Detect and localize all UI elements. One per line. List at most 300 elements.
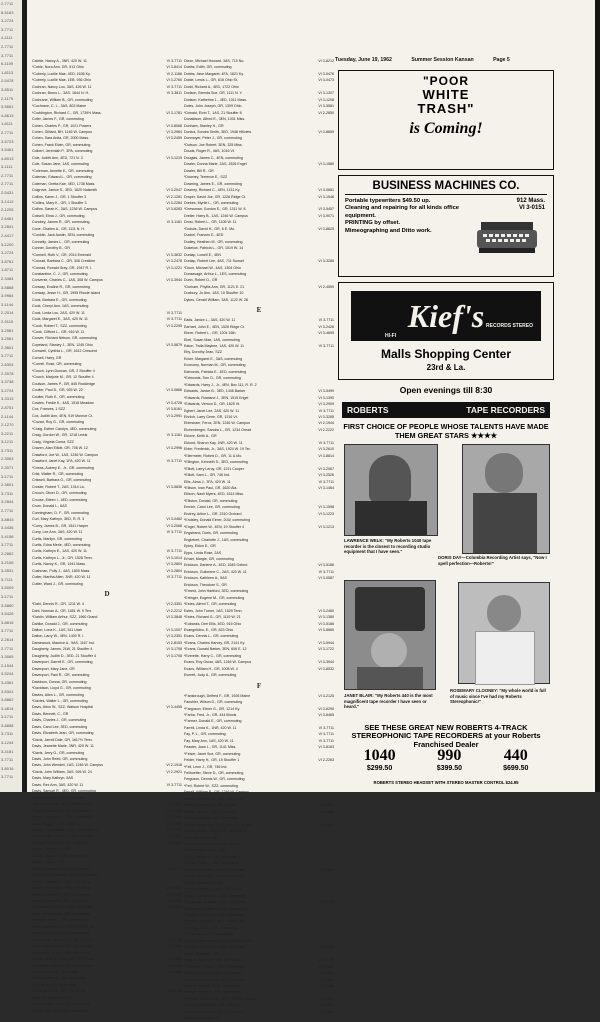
strip-phone-number: 3-2841: [1, 224, 14, 230]
entry-name: Duxbury, Jo Ann, 1AS, 10 Stouffer 10: [184, 291, 244, 296]
strip-phone-number: 3-5651: [1, 104, 14, 110]
entry-name: Craig, Virginia Coma, SZZ: [32, 439, 74, 444]
entry-phone: VI 3-4763: [166, 937, 182, 942]
entry-phone: VI 3-4726: [166, 401, 182, 406]
entry-name: Cook, Margaret E., 3AS, 420 W. 11: [32, 317, 88, 322]
entry-name: *Fleisher, Robert E., 4EN, commuting: [184, 913, 244, 917]
directory-entry: [32, 581, 182, 587]
roberts-brand: ROBERTS: [347, 405, 389, 415]
entry-name: *Durham, Phyllis Ann, GR, 1121 E. 21: [184, 284, 245, 289]
entry-name: Foster, Roxie May, GR: [184, 1016, 221, 1021]
entry-name: Englebert, Charlotte J., 1AS, commuting: [184, 537, 249, 542]
strip-phone-number: 2-7711: [1, 129, 14, 135]
entry-phone: VI 3-2351: [166, 634, 182, 639]
entry-name: Everett, Judy A., GR, commuting: [184, 673, 237, 678]
entry-name: Cunningham, D. F., GR, commuting: [32, 510, 89, 515]
entry-name: Davis, Rex Ann, 3AS, 420 W. 11: [32, 782, 84, 787]
strip-phone-number: 3-2724: [1, 387, 14, 393]
entry-phone: VI 3-7711: [318, 738, 334, 743]
entry-name: Crouch, Oliver D., GR, commuting: [32, 491, 87, 496]
directory-column-1: [32, 58, 182, 1013]
entry-name: *Cozad, Roy G., GR, commuting: [32, 420, 84, 425]
business-title: BUSINESS MACHINES CO.: [345, 180, 547, 195]
entry-name: *Deam, Douglas W., GR, 8 Stouffer 5: [32, 808, 92, 813]
entry-name: *Edmonds, Tom D., GR, commuting: [184, 376, 241, 381]
strip-phone-number: 3-5880: [1, 602, 14, 608]
entry-name: *Farha, Fred, Jr., GR, 444 Illinois: [184, 712, 237, 717]
entry-phone: VI 3-7711: [166, 549, 182, 554]
entry-name: Dunsavage, Arthur L., 1ES, commuting: [184, 271, 247, 276]
entry-name: Duckel, Frances E., 4ED: [184, 233, 224, 238]
entry-name: Davis, Jeanette Marie, 3NR, 420 W. 11: [32, 744, 94, 749]
entry-phone: VI 2-2216: [318, 900, 334, 905]
entry-name: Colgrove, Janice S., 3ED, 1820 Naismith: [32, 188, 98, 193]
entry-phone: VI 2-4860: [166, 957, 182, 962]
entry-name: Colwell, Elma J., GR, commuting: [32, 213, 85, 218]
strip-phone-number: 3-8511: [1, 86, 14, 92]
strip-phone-number: 2-6461: [1, 215, 14, 221]
entry-name: Fillmore, Richard, GR, commuting: [184, 816, 239, 821]
entry-name: Cushman, Polly J., 4AS, 1805 Mass.: [32, 568, 91, 573]
entry-name: Edwards, Janice B., 3ED, 1446 Barker: [184, 389, 246, 394]
strip-phone-number: 3-7711: [1, 26, 14, 32]
entry-phone: VI 3-2426: [318, 324, 334, 329]
entry-name: *Foster, Dennis Lee, GR, 19 Stouffer 2: [184, 1009, 246, 1014]
entry-name: Downing, James E., GR, commuting: [184, 181, 242, 186]
roberts-headline: FIRST CHOICE OF PEOPLE WHOSE TALENTS HAVE MADE THEM GREAT STARS ★★★★: [343, 422, 549, 440]
entry-phone: VI 3-2451: [166, 815, 182, 820]
entry-name: Eklove, Keith A., GR: [184, 434, 217, 439]
entry-phone: VI 3-2991: [166, 413, 182, 418]
entry-name: Cone, Charles A., GR, 1111 N. H.: [32, 226, 85, 231]
entry-phone: VI 3-4081: [166, 905, 182, 910]
entry-phone: VI 3-3811: [166, 91, 182, 96]
entry-name: *Ertinger, Eugene M., GR, commuting: [184, 595, 245, 600]
entry-name: Cox, Frances, 1 SZZ: [32, 407, 66, 412]
entry-name: *Elliott, Sam L., GR, 746 Ind.: [184, 473, 230, 478]
entry-name: Estes, John Turner, 1AS, 1529 Tenn.: [184, 608, 243, 613]
entry-name: *Conrad, Barbara C., GR, 306 Crestline: [32, 259, 96, 264]
entry-name: Dahlke, Donald J., GR, commuting: [32, 621, 88, 626]
entry-name: Erickson, Guilorene C., 2AS, 420 W. 11: [184, 569, 247, 574]
entry-name: *Edwards, Rowland J., 3EN, 1515 Engel: [184, 395, 249, 400]
entry-name: Cox, Judith Ann, 4EN, 919 Monroe Ct.: [32, 413, 93, 418]
entry-phone: VI 3-1708: [166, 647, 182, 652]
entry-name: Donham, Stanley H., GR: [184, 123, 224, 128]
entry-name: Dodd, Richard A., 4ED, 1722 Ohio: [184, 84, 239, 89]
strip-phone-number: 3-8843: [1, 516, 14, 522]
strip-phone-number: 3-7711: [1, 757, 14, 763]
caption-janet-blair: JANET BLAIR: "My Roberts 440 is the most magnificent tape recorder I have seen or heard.": [344, 693, 433, 709]
entry-phone: VI 3-7773: [166, 866, 182, 871]
entry-name: Dreiler, Harry B., 1AS, 1246 W. Campus: [184, 213, 248, 218]
entry-name: Coleman, Edward L., GR, commuting: [32, 175, 92, 180]
strip-phone-number: 2-8751: [1, 404, 14, 410]
entry-name: Davis, John Wendell, 1AS, 1246 W. Campus: [32, 763, 104, 768]
entry-phone: VI 3-1380: [318, 615, 334, 620]
strip-phone-number: 3-5341: [1, 688, 14, 694]
entry-name: Ehtesham, Feroz, 2EN, 1246 W. Campus: [184, 421, 250, 426]
entry-name: *Cochrane, C. L., 3AS, 803 Maine: [32, 104, 87, 109]
strip-phone-number: 2-1270: [1, 422, 14, 428]
entry-name: Ehrlich, Larry Gene, GR, 1216 Vt.: [184, 415, 238, 420]
roberts-headset-offer: ROBERTS STEREO HEADSET WITH STEREO MASTER CONTROL $24.95: [373, 780, 519, 785]
entry-phone: VI 2-2623: [166, 802, 182, 807]
entry-name: Dieter, Jerry, GR, 1140 Mass.: [32, 969, 79, 974]
entry-name: Fleming, Donald M., 4ED, commuting: [184, 919, 244, 924]
entry-name: Feaster, Joan L., GR, 1141 Miss.: [184, 745, 237, 750]
entry-name: Davis, Charles J., GR, commuting: [32, 718, 87, 723]
entry-phone: VI 3-5044: [318, 971, 334, 976]
entry-name: *Ellison, Ivan Paul, GR, 1620 Ala.: [184, 486, 238, 490]
strip-phone-number: 3-2981: [1, 327, 14, 333]
entry-phone: VI 3-3285: [318, 415, 334, 420]
strip-phone-number: 3-7711: [1, 628, 14, 634]
entry-phone: VI 3-7711: [166, 310, 182, 315]
entry-name: Curtis, Kathryn E., 1AS, 420 W. 11: [32, 549, 87, 554]
entry-name: *Connell, Ruth V., GR, 2014 Emerald: [32, 252, 91, 257]
entry-name: Douglas, James C., 4EN, commuting: [184, 155, 243, 160]
model-price: $299.50: [366, 765, 393, 772]
entry-name: *DeFoe, William C., 1AS, 1240 W. 11: [32, 879, 92, 884]
entry-phone: VI 3-8060: [166, 969, 182, 974]
entry-phone: VI 3-1464: [318, 486, 334, 490]
entry-phone: VI 3-8532: [318, 666, 334, 671]
entry-name: Cornwell, Cynthia L., GR, 1612 Crescent: [32, 349, 97, 354]
entry-phone: VI 3-0476: [318, 71, 334, 76]
entry-name: Ferguson, Dennis W., GR, commuting: [184, 777, 245, 782]
entry-name: Collins, Sarah K., 3AS, 1236 W. Campus: [32, 207, 98, 212]
entry-name: *Evans, Donald Barker, 3EN, 606 E. 12: [184, 647, 247, 652]
entry-name: Davis, John Reed, GR, commuting: [32, 757, 88, 762]
ad-poor-line3: TRASH": [417, 101, 475, 116]
entry-phone: VI 3-2526: [318, 473, 334, 478]
entry-name: Craven, Alan Elliott, GR, 706 W. 12: [32, 446, 88, 451]
entry-name: Erickson, Theodore S., GR: [184, 582, 227, 587]
entry-name: *Deeds, Gerald T., GR, 1041¼ Mass.: [32, 866, 92, 871]
kiefs-hours: Open evenings till 8:30: [399, 385, 493, 395]
entry-name: *Cook, Clifford L., GR, 916 W. 11: [32, 330, 85, 335]
entry-name: *Deane, Carl William, 6RU, 13 Stouffer 10: [32, 828, 99, 833]
entry-name: Dean, Peggy J., 4ED, 906 Ind.: [32, 821, 81, 826]
entry-name: *Edwards, Harry J., Jr., 4EN, Box 111, R. R. 2: [184, 382, 257, 387]
strip-phone-number: 3-4814: [1, 705, 14, 711]
entry-phone: VI 3-2047: [166, 188, 182, 193]
entry-name: Dobbs, Jane Margaret, 4FA, 1621 Ky.: [184, 71, 244, 76]
strip-phone-number: 6-1109: [1, 61, 14, 67]
strip-phone-number: 2-6304: [1, 361, 14, 367]
entry-name: Ellison, Naoli Myers, 4ED, 1614 Miss.: [184, 492, 244, 497]
entry-name: *Curry, James B., GR, 1541 Harper: [32, 523, 89, 528]
business-line: Portable typewriters $49.50 up.: [345, 198, 431, 204]
typewriter-icon: [475, 218, 539, 256]
entry-name: Elder, Frederick, Jr., 3AS, 1924 W. 19 Ter.: [184, 447, 251, 452]
roberts-logo: [342, 402, 550, 418]
kiefs-logo: Kief's: [351, 291, 541, 341]
strip-phone-number: 3-1211: [1, 439, 14, 445]
section-letter: F: [256, 681, 262, 690]
entry-name: *Conklin, Jack Austin, 3EN, commuting: [32, 233, 95, 238]
entry-name: *Coberly, Lucille Mae, 4ED; 1636 Ky.: [32, 71, 91, 76]
entry-name: *Dildine, Ross D., GR, commuting: [32, 976, 87, 981]
entry-name: Dudley, Heathen M., GR, commuting: [184, 239, 243, 244]
entry-name: Emrich, Carol Lee, GR, commuting: [184, 505, 240, 510]
entry-name: *Evans, Charles Harvey, GR, 2141 Ky.: [184, 640, 246, 645]
janet-blair-photo: [344, 580, 436, 690]
entry-name: *Fikert, John W., GR, 1141 W. 11: [184, 809, 237, 814]
entry-name: *Conrad, Ronald Gray, GR, 1947 R. I.: [32, 265, 93, 270]
entry-name: Cochrane, William B., GR, commuting: [32, 97, 93, 102]
strip-phone-number: 8-5163: [1, 9, 14, 15]
strip-phone-number: 2-7711: [1, 43, 14, 49]
business-line: PRINTING by offset.: [345, 220, 401, 227]
entry-name: Ferrell, William B., GR, 1246 W. Campus: [184, 790, 250, 795]
strip-phone-number: 3-4361: [1, 679, 14, 685]
entry-name: *Foley, Vernon Leyon, GR, 1315 Ohio: [184, 977, 245, 982]
entry-name: *Ellington, Kenneth S., 3EG, commuting: [184, 460, 248, 465]
entry-name: Derreyer, Mary L., GR, commuting: [32, 918, 87, 923]
entry-name: Dykes, Gerald William, 3AS, 1122 W. 28: [184, 297, 249, 302]
business-machines-ad: [338, 175, 554, 277]
entry-name: *Elliott, Larry Leroy, GR, 1211 Cooper: [184, 466, 244, 471]
entry-phone: VI 3-7711: [166, 575, 182, 580]
entry-name: Davis, Samuel R., 4ED, GR, commuting: [32, 789, 96, 794]
entry-phone: VI 3-7711: [166, 317, 182, 322]
entry-name: *Couch, Lynn Duncan, GR, 2 Stouffer 4: [32, 368, 95, 373]
entry-phone: VI 3-1213: [318, 524, 334, 529]
strip-phone-number: 3-7711: [1, 774, 14, 780]
entry-name: Ebner, Robert L., GR, 1204 16th: [184, 331, 236, 336]
entry-phone: VI 2-8153: [166, 640, 182, 645]
entry-phone: VI 2-4559: [318, 284, 334, 289]
entry-name: Coulter, Paul D., GR, 925 W. 22: [32, 388, 83, 393]
entry-name: Demott, Donald W., GR, 720 W. 23: [32, 899, 88, 903]
poor-white-trash-ad: [338, 70, 554, 170]
entry-phone: VI 3-8212: [318, 59, 334, 63]
entry-name: Coulter, Ruth E., GR, commuting: [32, 394, 85, 399]
entry-name: Davis, Mary Kathryn, 5AS: [32, 776, 74, 781]
strip-phone-number: 3-8862: [1, 697, 14, 703]
entry-phone: VI 3-1215: [166, 155, 182, 160]
strip-phone-number: 2-3071: [1, 465, 14, 471]
entry-name: *Farmer, Donald E., GR, commuting: [184, 719, 242, 724]
entry-name: *Dahlin, William Arthur, SZZ, 1960 Grand: [32, 615, 98, 620]
entry-phone: VI 3-5836: [166, 484, 182, 489]
entry-phone: VI 3-8659: [318, 129, 334, 134]
entry-name: *Elliston, Donald, GR, commuting: [184, 498, 238, 503]
entry-name: *Daw, Robert H., GR, 1241 Ohio: [32, 795, 84, 800]
strip-phone-number: 2-7711: [1, 645, 14, 651]
entry-name: *Donald, Elvin T., 1AS, 21 Stouffer 8: [184, 110, 242, 115]
entry-phone: VI 3-7711: [166, 782, 182, 787]
entry-name: Epley, Eldon E., GR: [184, 544, 216, 549]
entry-phone: VI 3-5186: [318, 563, 334, 568]
strip-phone-number: 3-8858: [1, 722, 14, 728]
entry-name: Finlay, William H., 4JO, 6 Stouffer 1: [184, 854, 241, 859]
entry-phone: VI 3-2067: [318, 466, 334, 471]
entry-name: Farrell, Linda K., 1NR, 420 W. 11: [184, 725, 237, 730]
kiefs-hifi: HI-FI: [385, 333, 397, 339]
strip-phone-number: 3-5244: [1, 671, 14, 677]
strip-phone-number: 3-4181: [1, 748, 14, 754]
strip-phone-number: 2-2614: [1, 636, 14, 642]
strip-phone-number: 3-7711: [1, 52, 14, 58]
entry-phone: VI 3-1221: [166, 265, 182, 270]
entry-name: Daugherty, James, 2LW, 21 Stouffer 4: [32, 647, 93, 652]
entry-name: Fleming, Jack L., GR, commuting: [184, 925, 238, 930]
entry-name: Dobie, Lewis L., GR, 616 Ohio St.: [184, 78, 238, 83]
entry-name: *Collins, Mary K., GR, 1 Stouffer 3: [32, 200, 87, 205]
entry-phone: VI 3-2295: [166, 323, 182, 328]
entry-phone: VI 2-1944: [318, 421, 334, 426]
entry-phone: VI 2-2643: [318, 977, 334, 982]
entry-phone: VI 3-2909: [318, 402, 334, 407]
entry-phone: VI 3-0473: [318, 78, 334, 83]
entry-name: Dick, Hugh Charles, 3AS, 1513 Engel: [32, 944, 92, 949]
entry-name: Cofer, James F., GR, commuting: [32, 117, 84, 122]
entry-name: *Dahl, Dennis R., GR, 1211 W. 4: [32, 602, 84, 607]
entry-phone: VI 3-8814: [318, 453, 334, 458]
entry-name: Deboe, Charles E., 4ED: [32, 847, 71, 852]
strip-phone-number: 3-5723: [1, 138, 14, 144]
entry-name: *Dubois, David H., GR, 6 E. Mo.: [184, 226, 236, 231]
entry-phone: VI 3-2478: [166, 259, 182, 264]
model-number: 1040: [363, 747, 396, 764]
entry-name: Erickson, Kathleen A., 5AS: [184, 576, 227, 581]
entry-name: Cutler, Martha Allen, 3NR, 420 W. 11: [32, 575, 91, 580]
entry-name: *Ellermeier, Robert D., GR, 11 & Mo.: [184, 453, 243, 458]
entry-phone: VI 3-2804: [166, 562, 182, 567]
entry-name: Donmoyer, Peter J., GR, commuting: [184, 136, 242, 141]
model-number: 990: [437, 747, 462, 764]
entry-name: Cohen, Charles P., GR, 1021 Powers: [32, 123, 92, 128]
entry-name: Day, Robert Paul, 1AS, 1906 Mitchell: [32, 802, 92, 807]
entry-name: *Estes, Alfred T., GR, commuting: [184, 602, 237, 607]
entry-name: Converse, Charles C., 1AS, 308 W. Campus: [32, 278, 103, 283]
entry-name: Cowles, Fredie K., 4AS, 1518 Meadow: [32, 401, 94, 406]
right-edge: [595, 0, 600, 792]
strip-phone-number: 2-3063: [1, 456, 14, 462]
entry-name: Coover, Richard Nelson, GR, commuting: [32, 336, 97, 341]
entry-name: Erhart, Margie, GR, commuting: [184, 556, 234, 561]
entry-name: Cutter, Ward J., GR, commuting: [32, 581, 83, 586]
entry-phone: VI 3-5499: [318, 389, 334, 394]
entry-name: Curry, Lee Ann, 3AS, 420 W. 11: [32, 530, 83, 535]
entry-name: Economy, Norman M., GR, commuting: [184, 363, 246, 368]
entry-phone: VI 2-1916: [166, 763, 182, 768]
entry-phone: VI 3-2284: [166, 200, 182, 205]
entry-name: Criswell, Barbara G., GR, commuting: [32, 478, 92, 483]
entry-name: *Flora, Jon L., GR, commuting: [184, 932, 233, 937]
strip-phone-number: 3-2211: [1, 430, 14, 436]
entry-name: Engstrand, Doris, GR, commuting: [184, 531, 238, 536]
entry-name: Earhart, John E., 4EN, 1526 Ridge Ct.: [184, 324, 245, 329]
strip-phone-number: 3-7311: [1, 490, 14, 496]
entry-name: Cook, Barbara E., GR, commuting: [32, 297, 87, 302]
entry-name: Findlay, Evelyn Ethel, 3AS, commuting: [184, 829, 246, 834]
strip-phone-number: 2-2862: [1, 551, 14, 556]
entry-name: Fischer, Marjorie J., 2AS, 1231 Barker: [184, 867, 245, 872]
entry-name: Ditzmer, Mary Julia, GR, commuting: [32, 1002, 90, 1007]
strip-phone-number: 2-9115: [1, 318, 14, 324]
entry-phone: VI 2-2529: [166, 828, 182, 833]
strip-phone-number: 3-7111: [1, 576, 13, 582]
entry-name: Crist, Walter R., GR, commuting: [32, 472, 84, 476]
entry-name: *Forman, John Shane, 2AS, 1246 W. Campus: [184, 996, 258, 1001]
entry-name: *Dixon, Lyle Junior, GR, commuting: [32, 1008, 89, 1013]
strip-phone-number: 3-1711: [1, 473, 14, 479]
strip-phone-number: 2-3601: [1, 482, 14, 488]
entry-name: Dewey, Carol Sue, 1AS, commuting: [32, 931, 90, 936]
entry-name: Curtis, Edna Merle, 4ED, commuting: [32, 542, 91, 547]
entry-name: Dieball, Andrew Louis, GR, 1220 Mass.: [32, 957, 95, 962]
entry-phone: VI 2-2212: [166, 608, 182, 613]
entry-name: Dobbs, Edith, GR, commuting: [184, 65, 232, 70]
caption-welk: LAWRENCE WELK: "My Roberts 1040 tape recorder is the closest to recording studio equipment that I have seen.": [344, 538, 432, 554]
entry-name: Conway, Jesse H., GR, 1955 Rhode Island: [32, 291, 101, 296]
kiefs-mall: Malls Shopping Center: [380, 347, 511, 361]
roberts-see-these: SEE THESE GREAT NEW ROBERTS 4-TRACK STEREOPHONIC TAPE RECORDERS at your Roberts Franchised Dealer: [351, 723, 541, 749]
entry-name: Davenport, Mary Jane, GR: [32, 666, 75, 671]
entry-name: Fischer, Craig L., 4ED, commuting: [184, 861, 239, 866]
lawrence-welk-photo: [344, 444, 438, 536]
entry-phone: VI 3-7711: [166, 530, 182, 535]
entry-phone: VI 3-8625: [318, 1003, 334, 1008]
entry-phone: VI 3-4455: [166, 705, 182, 710]
entry-name: Fetter, Nathaniel G., GR, 616 Ind.: [184, 803, 238, 808]
entry-phone: VI 3-7711: [166, 59, 182, 63]
entry-phone: VI 2-1166: [166, 71, 182, 76]
entry-phone: VI 3-7711: [318, 318, 334, 323]
strip-phone-number: 4-8013: [1, 155, 14, 161]
entry-name: *Downey, Terrence E., SZZ: [184, 175, 228, 180]
entry-name: *Dehoff, Colene D., 3ED, commuting: [32, 892, 91, 897]
strip-phone-number: 3-3065: [1, 654, 14, 660]
entry-name: Eby, Dorothy Jean, SZZ: [184, 350, 223, 355]
entry-name: *Forman, Richard W., GR, 1300 Vt.: [184, 1003, 241, 1008]
entry-phone: VI 3-7421: [166, 834, 182, 839]
entry-phone: VI 3-1161: [166, 220, 182, 225]
strip-phone-number: 3-9984: [1, 293, 14, 299]
entry-name: Dixon, Michael Howard, 3AS, 715 No.: [184, 59, 245, 63]
entry-phone: VI 3-8546: [318, 809, 334, 814]
section-letter: E: [256, 306, 262, 315]
entry-name: Fischer, Susan Ann, 4ED: [184, 880, 224, 885]
entry-name: Drost, Robert L., GR, 1106 W. 11: [184, 220, 237, 225]
entry-name: Cohen, Gilliard, BH, 1146 W. Campus: [32, 129, 93, 134]
entry-name: Eaton, Twila Maybee, 1AS, 420 W. 11: [184, 344, 244, 349]
business-address-phone: VI 3-0151: [518, 205, 545, 211]
entry-name: *Folkerson, Gene A., GR, 1409 Rhode: [184, 964, 246, 969]
entry-name: Collins, Karen J., GR, 1 Stouffer 3: [32, 194, 87, 199]
strip-phone-number: 3-7311: [1, 447, 14, 453]
strip-phone-number: 2-7711: [1, 181, 14, 187]
entry-phone: VI 3-4695: [318, 331, 334, 336]
strip-phone-number: 2-1205: [1, 207, 14, 213]
price-item: [437, 747, 462, 772]
roberts-tape-recorders-ad: [338, 402, 554, 790]
entry-phone: VI 3-7467: [166, 840, 182, 845]
entry-name: Curtis, Nancy K., GR, 1941 Mass.: [32, 562, 86, 567]
entry-name: *Fell, Leon J., GR, 746 Ind.: [184, 764, 228, 769]
entry-phone: VI 3-7711: [318, 344, 334, 349]
entry-phone: VI 2-2506: [166, 892, 182, 897]
strip-phone-number: 2-7711: [1, 172, 14, 178]
entry-phone: VI 3-1307: [318, 91, 334, 96]
entry-name: Dowler, Donna Marie, 2AS, 1526 Engel: [184, 162, 247, 167]
entry-name: *Farguson, Elmer G., GR, 1214 Ky.: [184, 706, 241, 711]
entry-name: Dodson, Katherine L., 4ED, 1011 Mass.: [184, 97, 248, 102]
